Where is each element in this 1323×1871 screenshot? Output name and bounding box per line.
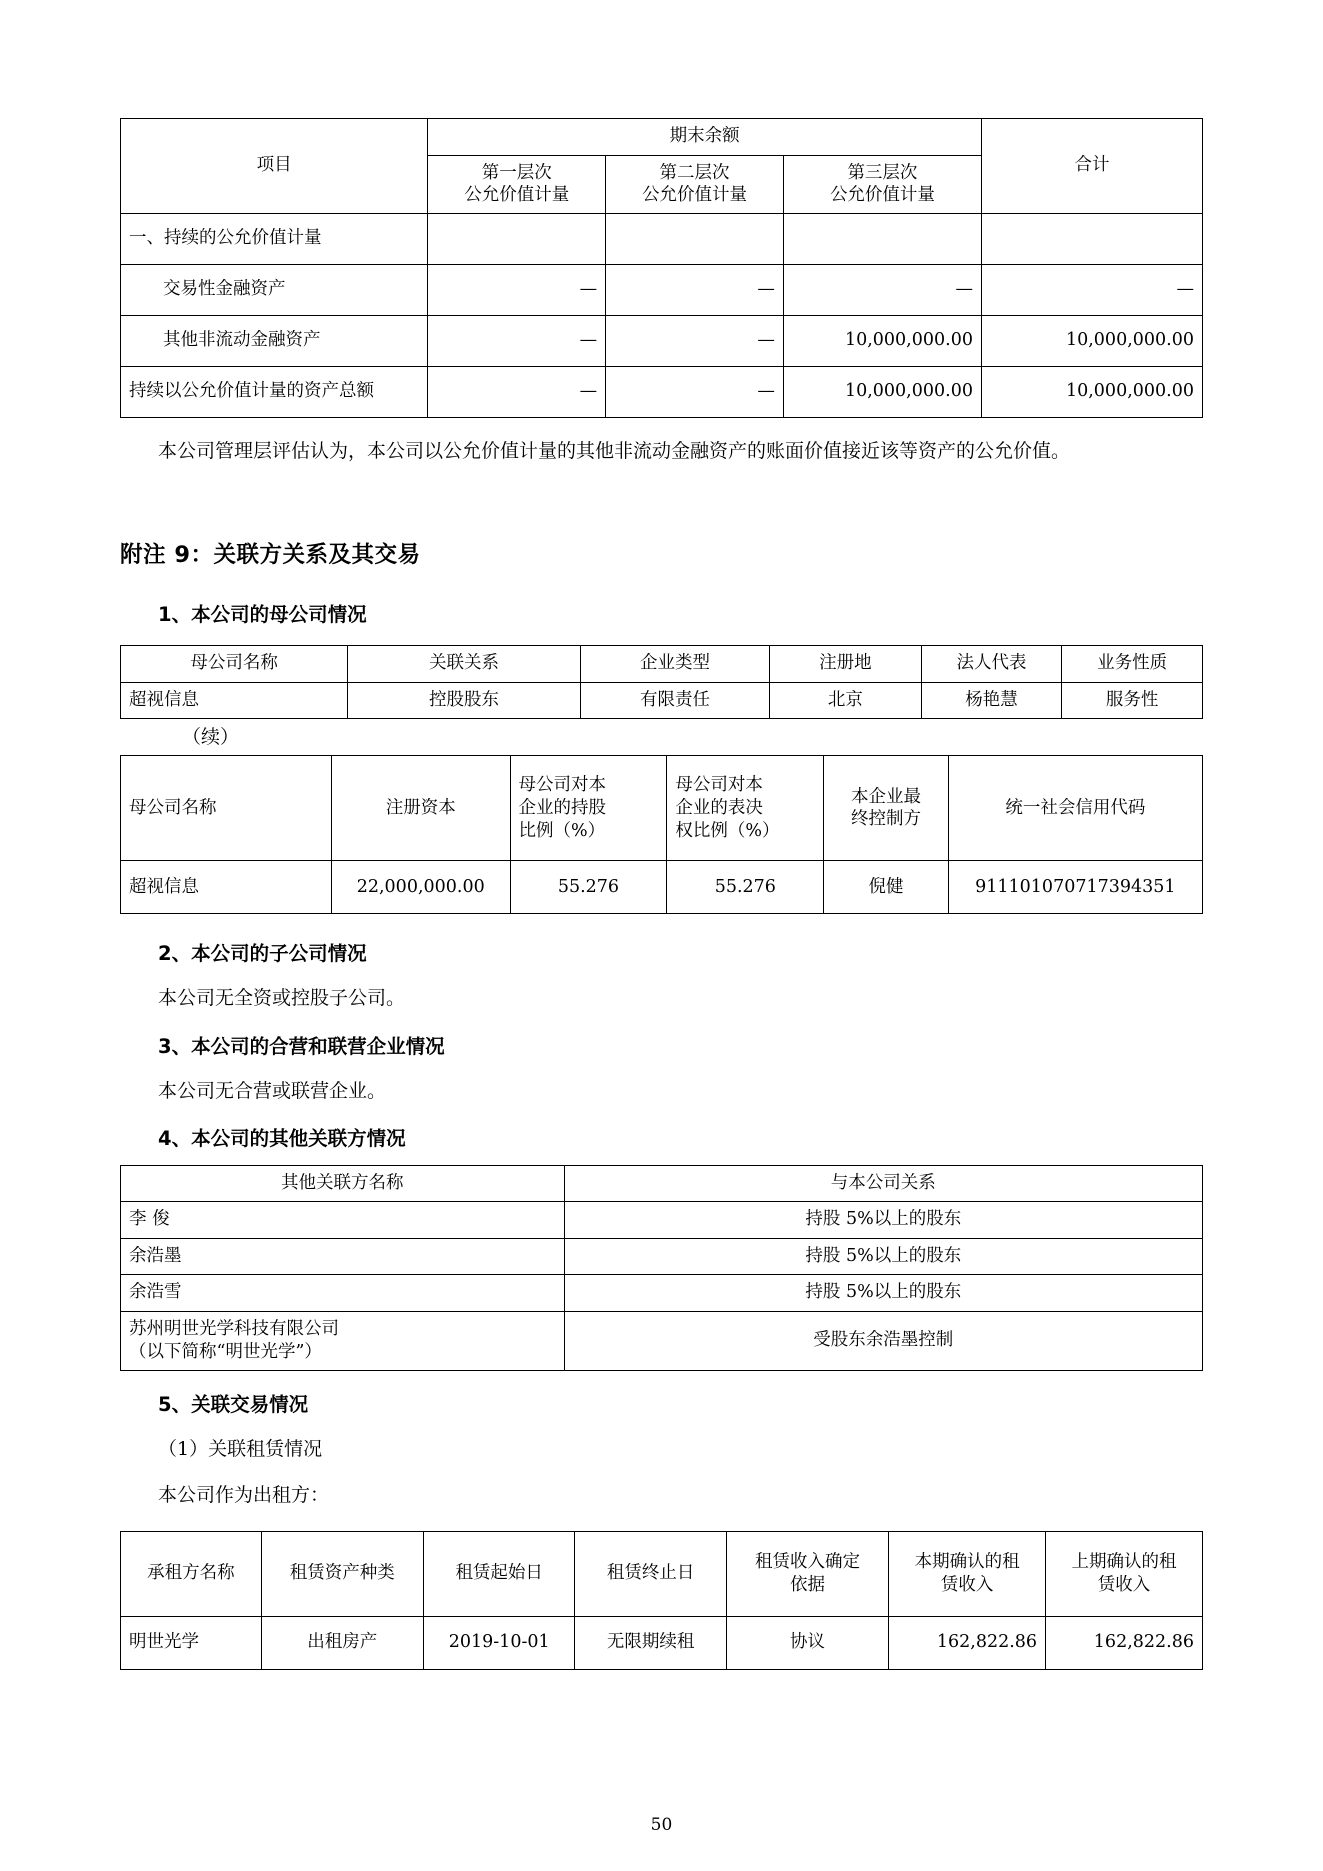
table-row	[121, 1202, 1203, 1239]
row-total	[981, 214, 1202, 265]
row-level1	[428, 214, 606, 265]
note9-item5-sub1-title: （1）关联租赁情况	[158, 1437, 323, 1460]
cell-related-party-name	[121, 1312, 565, 1371]
fair-value-table	[120, 118, 1203, 418]
header-voting-ratio	[667, 756, 824, 861]
cell-related-party-name: 李 俊	[121, 1202, 565, 1239]
header-level-1	[428, 155, 606, 214]
row-total: 10,000,000.00	[981, 367, 1202, 418]
header-total: 合计	[981, 119, 1202, 214]
table-row	[121, 1275, 1203, 1312]
note9-item2-text: 本公司无全资或控股子公司。	[158, 987, 406, 1010]
header-ultimate-controller-line2: 终控制方	[850, 809, 921, 830]
row-level3: —	[783, 265, 981, 316]
header-level-1-line2: 公允价值计量	[464, 185, 570, 206]
table-row	[121, 1616, 1203, 1669]
header-shareholding-ratio-line1: 母公司对本	[518, 775, 606, 796]
header-registered-capital: 注册资本	[331, 756, 510, 861]
header-prior-period-income-line1: 上期确认的租	[1071, 1552, 1177, 1573]
cell-ultimate-controller: 倪健	[824, 861, 948, 914]
header-level-2	[606, 155, 784, 214]
header-legal-representative: 法人代表	[921, 646, 1062, 683]
row-level3: 10,000,000.00	[783, 316, 981, 367]
row-total: 10,000,000.00	[981, 316, 1202, 367]
cell-enterprise-type: 有限责任	[580, 682, 769, 719]
cell-related-party-name: 余浩雪	[121, 1275, 565, 1312]
table-header-row	[121, 646, 1203, 683]
header-relationship: 与本公司关系	[564, 1165, 1202, 1202]
header-relationship: 关联关系	[348, 646, 581, 683]
header-income-basis	[726, 1531, 888, 1616]
table-row	[121, 682, 1203, 719]
header-ultimate-controller	[824, 756, 948, 861]
row-level3: 10,000,000.00	[783, 367, 981, 418]
header-level-2-line1: 第二层次	[659, 162, 730, 183]
note9-item5-title: 5、关联交易情况	[158, 1392, 309, 1416]
note9-item3-title: 3、本公司的合营和联营企业情况	[158, 1034, 445, 1058]
cell-relationship: 控股股东	[348, 682, 581, 719]
cell-lease-end: 无限期续租	[575, 1616, 726, 1669]
header-shareholding-ratio	[510, 756, 667, 861]
header-current-period-income	[889, 1531, 1046, 1616]
continued-label: （续）	[182, 726, 240, 749]
related-lease-table	[120, 1531, 1203, 1670]
related-lease-table-wrapper	[120, 1531, 1203, 1670]
row-level2: —	[606, 367, 784, 418]
cell-shareholding-ratio: 55.276	[510, 861, 667, 914]
cell-relationship: 持股 5%以上的股东	[564, 1202, 1202, 1239]
parent-company-table-b-wrapper	[120, 755, 1203, 914]
other-related-parties-table-wrapper	[120, 1165, 1203, 1371]
cell-related-party-name-line2: （以下简称“明世光学”）	[129, 1341, 322, 1362]
header-lease-start: 租赁起始日	[423, 1531, 574, 1616]
header-current-period-income-line2: 赁收入	[940, 1574, 994, 1595]
row-label: 一、持续的公允价值计量	[121, 214, 428, 265]
cell-parent-name: 超视信息	[121, 682, 348, 719]
table-header-row	[121, 1531, 1203, 1616]
cell-prior-period-income: 162,822.86	[1046, 1616, 1203, 1669]
cell-legal-representative: 杨艳慧	[921, 682, 1062, 719]
cell-parent-name: 超视信息	[121, 861, 332, 914]
header-level-3	[783, 155, 981, 214]
header-related-party-name: 其他关联方名称	[121, 1165, 565, 1202]
row-level1: —	[428, 265, 606, 316]
table-row	[121, 214, 1203, 265]
parent-company-table-b	[120, 755, 1203, 914]
page-number: 50	[650, 1815, 673, 1835]
header-business-nature: 业务性质	[1062, 646, 1203, 683]
table-row	[121, 265, 1203, 316]
note9-item2-title: 2、本公司的子公司情况	[158, 942, 367, 966]
cell-lessee-name: 明世光学	[121, 1616, 262, 1669]
header-prior-period-income	[1046, 1531, 1203, 1616]
parent-company-table-a-wrapper	[120, 645, 1203, 719]
cell-voting-ratio: 55.276	[667, 861, 824, 914]
parent-company-table-a	[120, 645, 1203, 719]
header-parent-name: 母公司名称	[121, 646, 348, 683]
other-related-parties-table	[120, 1165, 1203, 1371]
table-header-row	[121, 1165, 1203, 1202]
header-registration-place: 注册地	[770, 646, 921, 683]
fair-value-paragraph: 本公司管理层评估认为，本公司以公允价值计量的其他非流动金融资产的账面价值接近该等资产的公允价值。	[158, 440, 1071, 463]
header-voting-ratio-line3: 权比例（%）	[675, 820, 780, 841]
header-shareholding-ratio-line3: 比例（%）	[518, 820, 606, 841]
header-lease-end: 租赁终止日	[575, 1531, 726, 1616]
row-level2	[606, 214, 784, 265]
header-shareholding-ratio-line2: 企业的持股	[518, 798, 606, 819]
cell-related-party-name: 余浩墨	[121, 1238, 565, 1275]
header-voting-ratio-line2: 企业的表决	[675, 798, 763, 819]
row-level2: —	[606, 265, 784, 316]
header-level-1-line1: 第一层次	[481, 162, 552, 183]
header-asset-type: 租赁资产种类	[261, 1531, 423, 1616]
header-voting-ratio-line1: 母公司对本	[675, 775, 763, 796]
row-total: —	[981, 265, 1202, 316]
table-header-row	[121, 756, 1203, 861]
cell-registration-place: 北京	[770, 682, 921, 719]
table-header-row-1	[121, 119, 1203, 156]
header-enterprise-type: 企业类型	[580, 646, 769, 683]
cell-relationship: 持股 5%以上的股东	[564, 1238, 1202, 1275]
note9-item3-text: 本公司无合营或联营企业。	[158, 1079, 387, 1102]
header-current-period-income-line1: 本期确认的租	[914, 1552, 1020, 1573]
cell-income-basis: 协议	[726, 1616, 888, 1669]
row-label: 交易性金融资产	[121, 265, 428, 316]
header-parent-name: 母公司名称	[121, 756, 332, 861]
note9-item4-title: 4、本公司的其他关联方情况	[158, 1126, 406, 1150]
row-label: 其他非流动金融资产	[121, 316, 428, 367]
table-row	[121, 861, 1203, 914]
header-level-2-line2: 公允价值计量	[642, 185, 747, 206]
table-row	[121, 1238, 1203, 1275]
note9-item1-title: 1、本公司的母公司情况	[158, 603, 367, 627]
cell-credit-code: 911101070717394351	[948, 861, 1202, 914]
header-item: 项目	[121, 119, 428, 214]
table-row	[121, 1312, 1203, 1371]
header-credit-code: 统一社会信用代码	[948, 756, 1202, 861]
table-row	[121, 316, 1203, 367]
header-ultimate-controller-line1: 本企业最	[850, 786, 921, 807]
row-level3	[783, 214, 981, 265]
header-level-3-line1: 第三层次	[847, 162, 918, 183]
cell-business-nature: 服务性	[1062, 682, 1203, 719]
row-level1: —	[428, 316, 606, 367]
row-label: 持续以公允价值计量的资产总额	[121, 367, 428, 418]
cell-related-party-name-line1: 苏州明世光学科技有限公司	[129, 1319, 339, 1340]
row-level2: —	[606, 316, 784, 367]
cell-registered-capital: 22,000,000.00	[331, 861, 510, 914]
header-income-basis-line1: 租赁收入确定	[755, 1552, 861, 1573]
header-level-3-line2: 公允价值计量	[829, 185, 935, 206]
header-income-basis-line2: 依据	[790, 1574, 826, 1595]
note9-heading: 附注 9：关联方关系及其交易	[120, 542, 421, 569]
cell-relationship: 持股 5%以上的股东	[564, 1275, 1202, 1312]
header-lessee-name: 承租方名称	[121, 1531, 262, 1616]
cell-current-period-income: 162,822.86	[889, 1616, 1046, 1669]
row-level1: —	[428, 367, 606, 418]
cell-relationship: 受股东余浩墨控制	[564, 1312, 1202, 1371]
note9-item5-sub1-lead: 本公司作为出租方：	[158, 1483, 330, 1506]
table-row	[121, 367, 1203, 418]
fair-value-table-wrapper	[120, 118, 1203, 418]
header-prior-period-income-line2: 赁收入	[1097, 1574, 1151, 1595]
cell-lease-start: 2019-10-01	[423, 1616, 574, 1669]
cell-asset-type: 出租房产	[261, 1616, 423, 1669]
header-period-end: 期末余额	[428, 119, 982, 156]
